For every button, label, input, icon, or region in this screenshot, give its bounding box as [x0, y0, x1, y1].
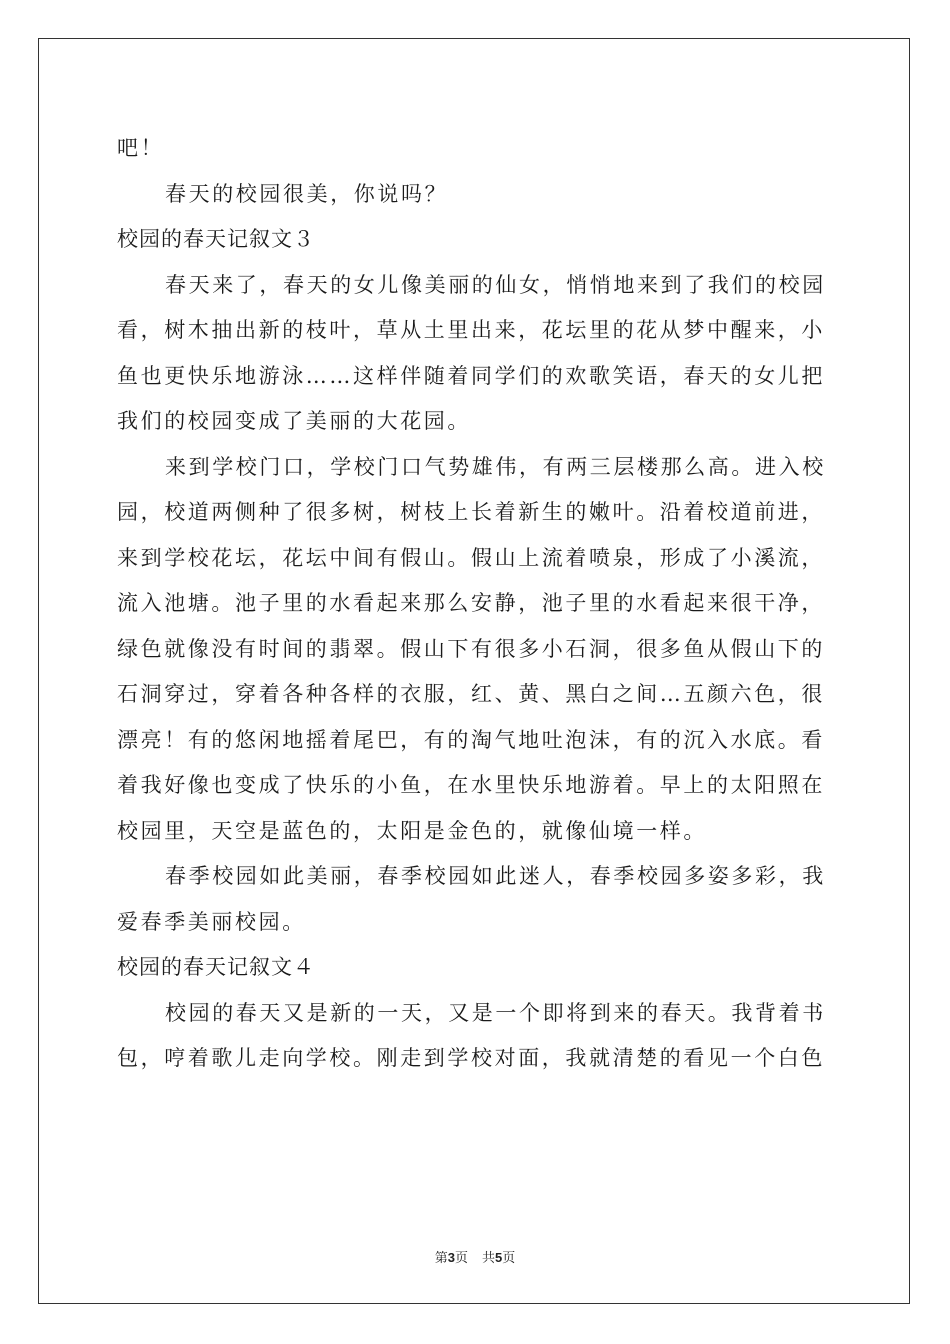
total-prefix: 共 [482, 1251, 496, 1266]
text-line: 园，校道两侧种了很多树，树枝上长着新生的嫩叶。沿着校道前进， [117, 500, 825, 524]
text-line: 包，哼着歌儿走向学校。刚走到学校对面，我就清楚的看见一个白色 [117, 1046, 825, 1070]
text-line: 来到学校花坛，花坛中间有假山。假山上流着喷泉，形成了小溪流， [117, 545, 825, 570]
document-body [117, 126, 833, 1082]
section-heading: 校园的春天记叙文４ [117, 955, 315, 979]
text-line: 鱼也更快乐地游泳……这样伴随着同学们的欢歌笑语，春天的女儿把 [117, 363, 825, 388]
text-line: 爱春季美丽校园。 [117, 909, 306, 934]
text-line: 校园里，天空是蓝色的，太阳是金色的，就像仙境一样。 [117, 818, 707, 843]
text-line: 石洞穿过，穿着各种各样的衣服，红、黄、黑白之间…五颜六色，很 [117, 682, 825, 706]
text-line: 来到学校门口，学校门口气势雄伟，有两三层楼那么高。进入校 [165, 454, 826, 479]
text-line: 绿色就像没有时间的翡翠。假山下有很多小石洞，很多鱼从假山下的 [117, 636, 825, 661]
text-line: 我们的校园变成了美丽的大花园。 [117, 409, 471, 433]
text-line: 春天来了，春天的女儿像美丽的仙女，悄悄地来到了我们的校园 [165, 272, 826, 297]
text-line: 漂亮！有的悠闲地摇着尾巴，有的淘气地吐泡沫，有的沉入水底。看 [117, 727, 825, 752]
page-prefix: 第 [434, 1251, 448, 1266]
text-line: 吧！ [117, 136, 165, 160]
total-pages: 5 [495, 1250, 503, 1265]
total-suffix: 页 [502, 1251, 516, 1266]
page-suffix: 页 [454, 1251, 468, 1266]
text-line: 看，树木抽出新的枝叶，草从土里出来，花坛里的花从梦中醒来，小 [117, 318, 825, 342]
page-number: 3 [447, 1250, 455, 1265]
text-line: 春天的校园很美，你说吗？ [165, 181, 449, 206]
text-line: 校园的春天又是新的一天，又是一个即将到来的春天。我背着书 [165, 1000, 826, 1025]
text-line: 流入池塘。池子里的水看起来那么安静，池子里的水看起来很干净， [117, 591, 825, 615]
section-heading: 校园的春天记叙文３ [117, 227, 315, 251]
text-line: 春季校园如此美丽，春季校园如此迷人，春季校园多姿多彩，我 [165, 864, 826, 888]
page-footer [0, 1248, 950, 1269]
text-line: 着我好像也变成了快乐的小鱼，在水里快乐地游着。早上的太阳照在 [117, 773, 825, 797]
